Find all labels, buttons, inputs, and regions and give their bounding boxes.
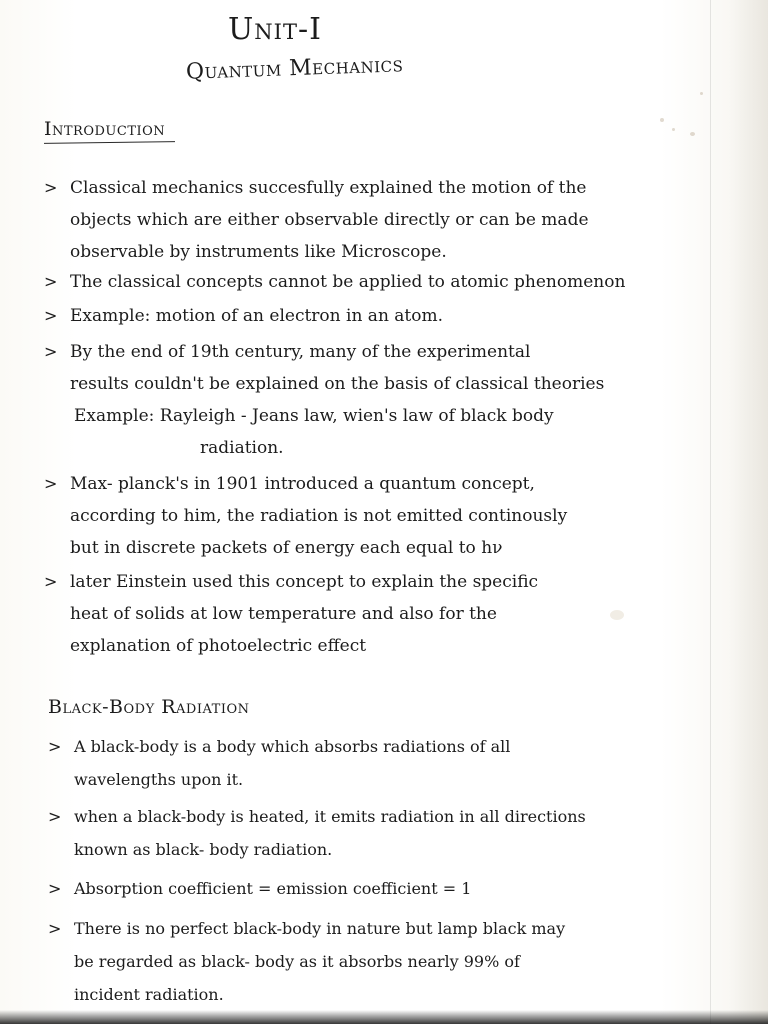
line: results couldn't be explained on the basis of classical theories <box>70 374 605 394</box>
line: incident radiation. <box>74 985 224 1004</box>
line: By the end of 19th century, many of the experimental <box>70 342 531 362</box>
paper-speck <box>660 118 664 122</box>
bullet-marker: > <box>44 178 58 197</box>
bullet-marker: > <box>48 737 62 756</box>
line: Absorption coefficient = emission coefficient = 1 <box>74 879 472 898</box>
line: be regarded as black- body as it absorbs nearly 99% of <box>74 952 520 971</box>
black-body-heading <box>48 696 250 718</box>
black-body-point-3 <box>48 872 710 905</box>
line: wavelengths upon it. <box>74 770 244 789</box>
intro-point-5 <box>44 468 714 564</box>
intro-point-6 <box>44 566 714 662</box>
heading-underline <box>44 141 175 144</box>
black-body-point-4 <box>48 912 710 1011</box>
black-body-point-2 <box>48 800 710 866</box>
bullet-marker: > <box>48 879 62 898</box>
bullet-marker: > <box>44 272 58 291</box>
bullet-marker: > <box>44 306 58 325</box>
intro-point-3 <box>44 300 714 332</box>
line: according to him, the radiation is not emitted continously <box>70 506 568 526</box>
black-body-heading-text: Black-Body Radiation <box>48 696 250 718</box>
example-line: Example: Rayleigh - Jeans law, wien's law of black body <box>74 406 554 426</box>
line: observable by instruments like Microscope. <box>70 242 447 262</box>
page-edge-shadow <box>728 0 768 1024</box>
line: later Einstein used this concept to explain the specific <box>70 572 539 592</box>
introduction-heading-text: Introduction <box>44 118 166 140</box>
line: Example: motion of an electron in an atom. <box>70 306 444 326</box>
subject-title: Quantum Mechanics <box>185 52 404 85</box>
line: Classical mechanics succesfully explained the motion of the <box>70 178 587 198</box>
intro-point-2 <box>44 266 714 298</box>
line: A black-body is a body which absorbs radiations of all <box>74 737 511 756</box>
paper-speck <box>690 132 695 136</box>
bullet-marker: > <box>44 474 58 493</box>
line: but in discrete packets of energy each equal to hν <box>70 538 503 558</box>
bullet-marker: > <box>44 342 58 361</box>
line: objects which are either observable directly or can be made <box>70 210 589 230</box>
paper-speck <box>672 128 675 131</box>
unit-title: Unit-I <box>228 12 322 47</box>
line: The classical concepts cannot be applied to atomic phenomenon <box>70 272 626 292</box>
bullet-marker: > <box>48 919 62 938</box>
line: explanation of photoelectric effect <box>70 636 367 656</box>
paper-speck <box>700 92 703 95</box>
black-body-point-1 <box>48 730 710 796</box>
intro-point-1 <box>44 172 714 268</box>
line: Max- planck's in 1901 introduced a quantum concept, <box>70 474 535 494</box>
line: heat of solids at low temperature and also for the <box>70 604 497 624</box>
introduction-heading <box>44 118 165 143</box>
intro-point-4 <box>44 336 714 464</box>
bullet-marker: > <box>48 807 62 826</box>
bullet-marker: > <box>44 572 58 591</box>
page-bottom-shadow <box>0 1010 768 1024</box>
line: radiation. <box>200 438 284 458</box>
line: known as black- body radiation. <box>74 840 333 859</box>
line: when a black-body is heated, it emits radiation in all directions <box>74 807 586 826</box>
line: There is no perfect black-body in nature but lamp black may <box>74 919 566 938</box>
